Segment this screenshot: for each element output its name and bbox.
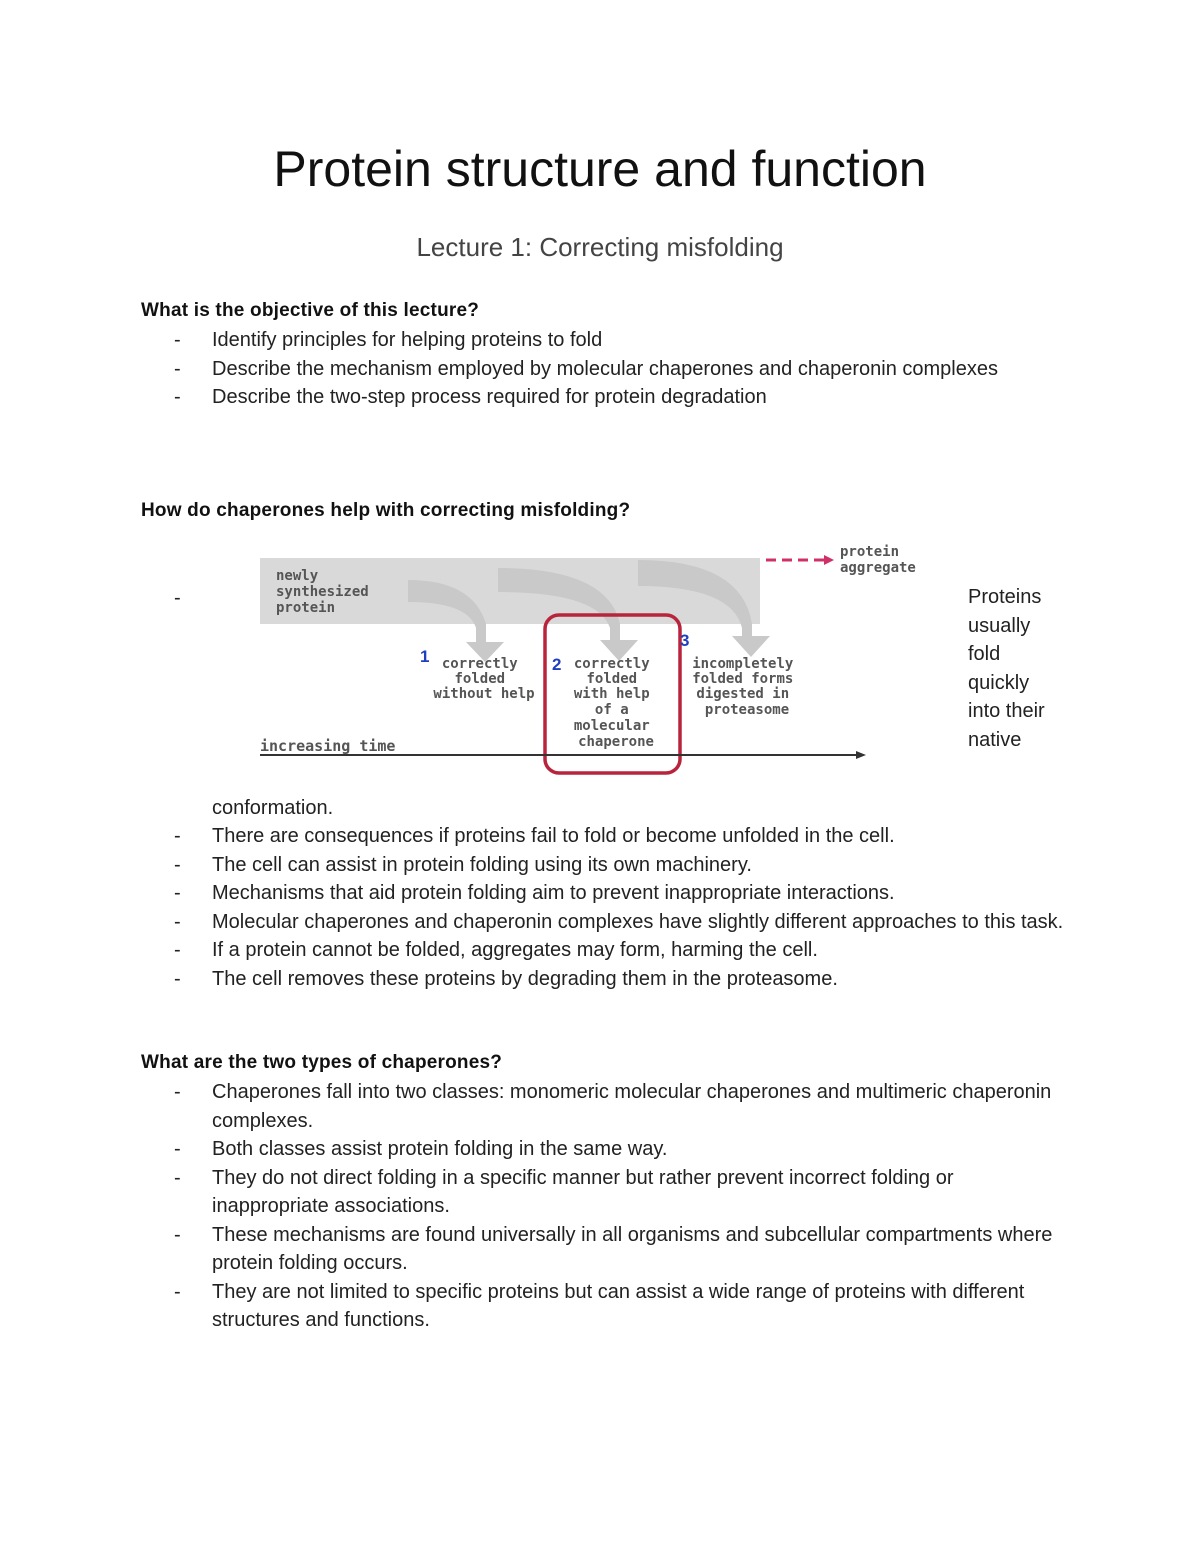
bullet-dash: -	[174, 587, 181, 609]
bullet-dash: -	[174, 329, 181, 351]
step3-label	[692, 656, 802, 718]
page-title: Protein structure and function	[273, 141, 927, 197]
list-item-text: There are consequences if proteins fail to fold or become unfolded in the cell.	[212, 825, 895, 847]
list-item	[141, 936, 1071, 965]
list-item	[141, 1164, 1071, 1221]
side-text-line: quickly	[968, 671, 1030, 694]
list-item	[141, 1278, 1071, 1335]
step2-line: molecular	[573, 718, 650, 734]
section-heading-chaperones-help: How do chaperones help with correcting misfolding?	[141, 500, 631, 521]
side-text-line: Proteins	[968, 586, 1042, 608]
list-item	[141, 822, 1071, 851]
side-text-line: into their	[968, 700, 1045, 722]
list-item-text: They do not direct folding in a specific manner but rather prevent incorrect folding or inappropriate associations.	[212, 1166, 954, 1217]
bullet-dash: -	[174, 1223, 181, 1246]
step2-line: chaperone	[578, 734, 654, 750]
folding-pathway-diagram	[258, 540, 948, 780]
step3-line: incompletely	[692, 656, 794, 672]
bullet-dash: -	[174, 910, 181, 933]
list-item	[141, 1135, 1071, 1164]
step1-line: without help	[433, 686, 535, 702]
list-item	[141, 1078, 1071, 1135]
bullet-dash: -	[174, 1280, 181, 1303]
side-text-line: usually	[968, 614, 1031, 637]
bullet-dash: -	[174, 967, 181, 990]
list-item-text: The cell can assist in protein folding using its own machinery.	[212, 853, 752, 876]
objective-list	[141, 326, 1071, 412]
list-item-text: Chaperones fall into two classes: monomeric molecular chaperones and multimeric chaperonin complexes.	[212, 1081, 1052, 1132]
list-item	[141, 879, 1071, 908]
step1-label	[433, 656, 534, 702]
list-item-text: Identify principles for helping proteins to fold	[212, 329, 603, 351]
list-item	[141, 851, 1071, 880]
step2-label	[574, 656, 658, 750]
list-item-text: If a protein cannot be folded, aggregates may form, harming the cell.	[212, 939, 818, 961]
step-number-2: 2	[552, 655, 562, 674]
chaperone-help-list	[141, 822, 1071, 993]
bullet-dash: -	[174, 853, 181, 876]
page-subtitle: Lecture 1: Correcting misfolding	[416, 232, 784, 262]
list-item	[141, 965, 1071, 994]
list-item	[141, 326, 1071, 355]
side-text-line: native	[968, 728, 1022, 751]
list-item-text: Both classes assist protein folding in the same way.	[212, 1138, 668, 1160]
side-text-line: fold	[968, 643, 1001, 665]
source-line: newly	[276, 568, 319, 584]
list-item-text: Mechanisms that aid protein folding aim to prevent inappropriate interactions.	[212, 882, 895, 904]
step2-line: folded	[586, 671, 638, 687]
step3-line: digested in	[696, 686, 790, 702]
bullet-dash: -	[174, 386, 181, 408]
bullet-dash: -	[174, 1138, 181, 1160]
source-line: synthesized	[276, 584, 369, 600]
axis-label: increasing time	[260, 737, 396, 755]
step-number-1: 1	[420, 647, 430, 666]
continuation-text: conformation.	[212, 797, 334, 819]
section-heading-objective: What is the objective of this lecture?	[141, 300, 480, 321]
list-item	[141, 355, 1071, 384]
step1-line: folded	[454, 671, 506, 687]
step3-line: folded forms	[692, 671, 794, 687]
bullet-dash: -	[174, 882, 181, 904]
bullet-dash: -	[174, 939, 181, 961]
step1-line: correctly	[441, 656, 518, 672]
bullet-dash: -	[174, 1081, 181, 1103]
step-number-3: 3	[680, 631, 690, 650]
list-item-text: They are not limited to specific proteins but can assist a wide range of proteins with different structures and functions.	[212, 1280, 1025, 1331]
list-item-text: Describe the two-step process required for protein degradation	[212, 386, 767, 408]
side-text	[968, 583, 1078, 754]
step2-line: with help	[573, 686, 650, 702]
list-item-text: Molecular chaperones and chaperonin complexes have slightly different approaches to this task.	[212, 910, 1064, 933]
time-axis-arrowhead	[856, 751, 866, 759]
step3-line: proteasome	[704, 702, 790, 718]
list-item-text: The cell removes these proteins by degrading them in the proteasome.	[212, 967, 838, 990]
aggregate-arrowhead	[824, 555, 834, 565]
aggregate-label	[840, 544, 916, 576]
bullet-dash: -	[174, 825, 181, 847]
chaperone-types-list	[141, 1078, 1071, 1335]
section-heading-two-types: What are the two types of chaperones?	[141, 1052, 503, 1073]
list-item-text: Describe the mechanism employed by molecular chaperones and chaperonin complexes	[212, 357, 998, 380]
step2-line: correctly	[573, 656, 650, 672]
list-item-text: These mechanisms are found universally in all organisms and subcellular compartments where protein folding occurs.	[212, 1223, 1053, 1274]
step2-line: of a	[594, 702, 629, 718]
bullet-dash: -	[174, 357, 181, 380]
bullet-dash: -	[174, 1166, 181, 1189]
list-item	[141, 1221, 1071, 1278]
aggregate-line: aggregate	[840, 560, 916, 576]
source-line: protein	[276, 600, 336, 616]
list-item	[141, 908, 1071, 937]
list-item	[141, 383, 1071, 412]
aggregate-line: protein	[840, 544, 900, 560]
